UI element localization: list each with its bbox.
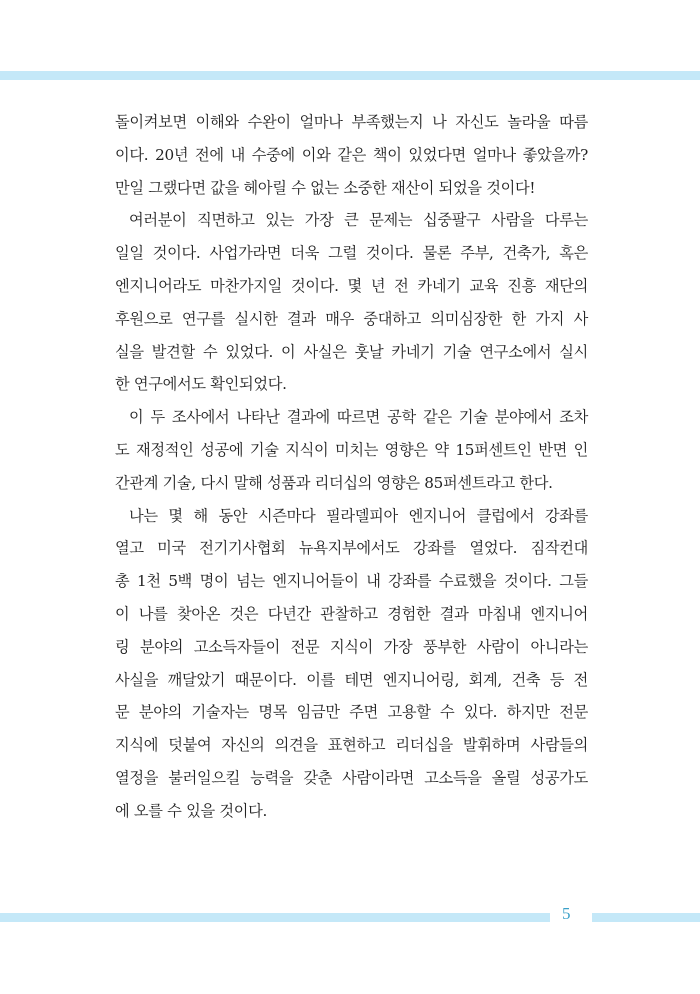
- bottom-band-left: [0, 913, 550, 922]
- bottom-band-right: [592, 913, 700, 922]
- text-line: 열고 미국 전기기사협회 뉴욕지부에서도 강좌를 열었다. 짐작컨대: [115, 539, 588, 558]
- text-line: 이 두 조사에서 나타난 결과에 따르면 공학 같은 기술 분야에서 조차: [129, 408, 588, 427]
- text-line: 이 나를 찾아온 것은 다년간 관찰하고 경험한 결과 마침내 엔지니어: [115, 604, 588, 623]
- text-line: 도 재정적인 성공에 기술 지식이 미치는 영향은 약 15퍼센트인 반면 인: [115, 440, 588, 459]
- text-line: 돌이켜보면 이해와 수완이 얼마나 부족했는지 나 자신도 놀라울 따름: [115, 113, 588, 131]
- text-line: 에 오를 수 있을 것이다.: [115, 801, 267, 820]
- text-line: 링 분야의 고소득자들이 전문 지식이 가장 풍부한 사람이 아니라는: [115, 637, 588, 656]
- text-line: 총 1천 5백 명이 넘는 엔지니어들이 내 강좌를 수료했을 것이다. 그들: [115, 572, 588, 591]
- text-line: 이다. 20년 전에 내 수중에 이와 같은 책이 있었다면 얼마나 좋았을까?: [115, 145, 588, 164]
- top-decorative-band: [0, 71, 700, 80]
- text-line: 일일 것이다. 사업가라면 더욱 그럴 것이다. 물론 주부, 건축가, 혹은: [115, 244, 588, 263]
- text-line: 만일 그랬다면 값을 헤아릴 수 없는 소중한 재산이 되었을 것이다!: [115, 178, 536, 197]
- text-line: 문 분야의 기술자는 명목 임금만 주면 고용할 수 있다. 하지만 전문: [115, 703, 588, 722]
- body-text: [115, 106, 588, 828]
- text-line: 실을 발견할 수 있었다. 이 사실은 훗날 카네기 기술 연구소에서 실시: [115, 342, 588, 361]
- page-number: 5: [562, 904, 571, 923]
- text-line: 간관계 기술, 다시 말해 성품과 리더십의 영향은 85퍼센트라고 한다.: [115, 473, 553, 492]
- text-line: 사실을 깨달았기 때문이다. 이를 테면 엔지니어링, 회계, 건축 등 전: [115, 670, 588, 689]
- text-line: 한 연구에서도 확인되었다.: [115, 375, 287, 394]
- text-line: 엔지니어라도 마찬가지일 것이다. 몇 년 전 카네기 교육 진흥 재단의: [115, 276, 588, 295]
- text-line: 후원으로 연구를 실시한 결과 매우 중대하고 의미심장한 한 가지 사: [115, 309, 588, 328]
- text-line: 나는 몇 해 동안 시즌마다 필라델피아 엔지니어 클럽에서 강좌를: [129, 506, 588, 525]
- text-line: 열정을 불러일으킬 능력을 갖춘 사람이라면 고소득을 올릴 성공가도: [115, 768, 588, 787]
- text-line: 여러분이 직면하고 있는 가장 큰 문제는 십중팔구 사람을 다루는: [129, 211, 588, 230]
- text-line: 지식에 덧붙여 자신의 의견을 표현하고 리더십을 발휘하며 사람들의: [115, 736, 588, 755]
